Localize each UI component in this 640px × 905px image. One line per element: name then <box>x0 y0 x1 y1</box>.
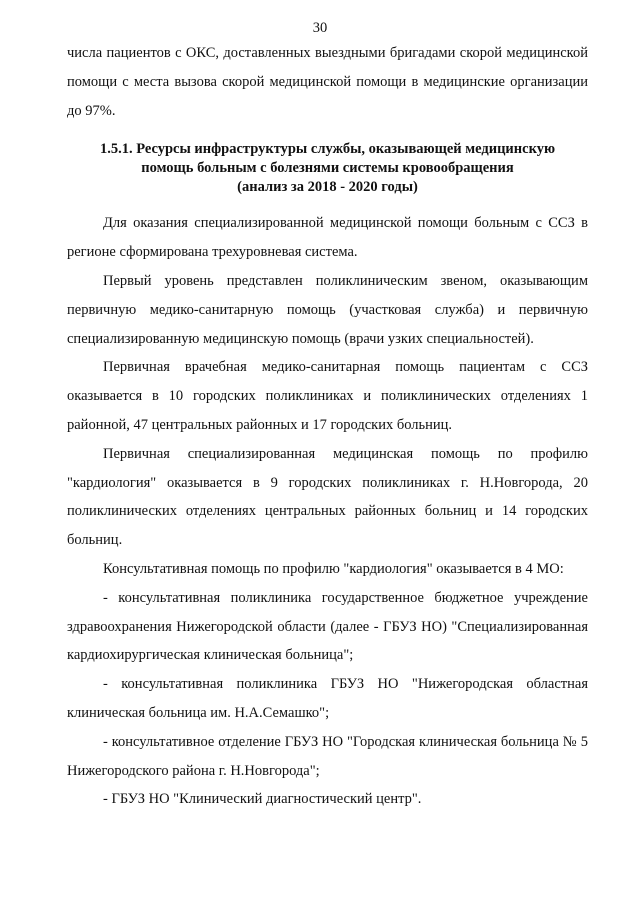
list-item: - консультативное отделение ГБУЗ НО "Городская клиническая больница № 5 Нижегородского района г. Н.Новгорода"; <box>67 733 588 779</box>
body-paragraph: Первый уровень представлен поликлиническим звеном, оказывающим первичную медико-санитарную помощь (участковая служба) и первичную специализированную медицинскую помощь (врачи узких специальностей). <box>67 272 588 347</box>
body-paragraph: Первичная специализированная медицинская помощь по профилю "кардиология" оказывается в 9 городских поликлиниках г. Н.Новгорода, 20 поликлинических отделениях центральных районных больниц и 14 городских больниц. <box>67 445 588 549</box>
list-item: - ГБУЗ НО "Клинический диагностический центр". <box>103 791 422 808</box>
section-heading-line: помощь больным с болезнями системы кровообращения <box>141 160 514 177</box>
body-paragraph: Для оказания специализированной медицинской помощи больным с ССЗ в регионе сформирована трехуровневая система. <box>67 215 588 261</box>
page-content <box>67 39 588 814</box>
section-heading-line: (анализ за 2018 - 2020 годы) <box>237 179 418 196</box>
section-heading <box>67 140 588 197</box>
section-heading-line: 1.5.1. Ресурсы инфраструктуры службы, оказывающей медицинскую <box>99 141 556 158</box>
body-paragraph: Первичная врачебная медико-санитарная помощь пациентам с ССЗ оказывается в 10 городских поликлиниках и поликлинических отделениях 1 районной, 47 центральных районных и 17 городских больниц. <box>67 359 588 433</box>
intro-paragraph: числа пациентов с ОКС, доставленных выездными бригадами скорой медицинской помощи с места вызова скорой медицинской помощи в медицинские организации до 97%. <box>67 45 588 119</box>
page-number: 30 <box>312 20 328 36</box>
body-paragraph: Консультативная помощь по профилю "кардиология" оказывается в 4 МО: <box>103 560 564 577</box>
list-item: - консультативная поликлиника ГБУЗ НО "Нижегородская областная клиническая больница им. Н.А.Семашко"; <box>67 676 588 721</box>
list-item: - консультативная поликлиника государственное бюджетное учреждение здравоохранения Нижегородской области (далее - ГБУЗ НО) "Специализированная кардиохирургическая клиническая больница"; <box>67 589 588 664</box>
